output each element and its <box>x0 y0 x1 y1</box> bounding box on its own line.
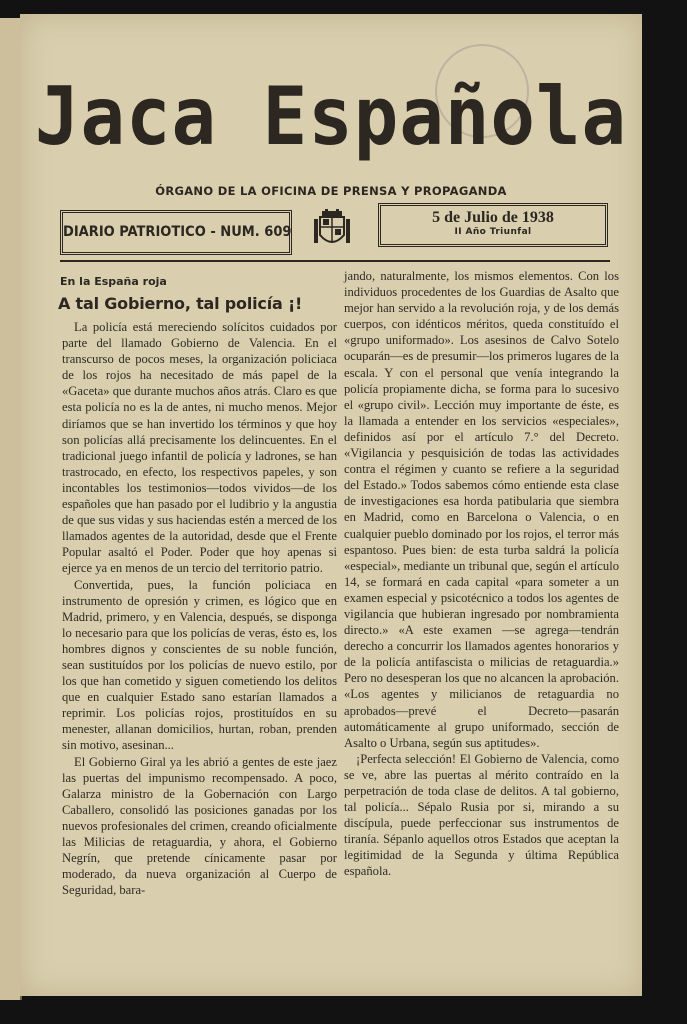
paragraph: jando, naturalmente, los mismos elementos. Con los individuos procedentes de los Guardias de Asalto que mejor han servido a la revolución roja, y de los demás cuerpos, con idénticos méritos, queda constituído el «grupo uniformado». Los asesinos de Calvo Sotelo ocuparán—es de presumir—los primeros lugares de la escala. Y con el personal que venía integrando la policía propiamente dicha, se forma para lo sucesivo el «grupo civil». Lección muy importante de éste, es la llamada a entender en los servicios «especiales», definidos así por el artículo 7.° del Decreto. «Vigilancia y pesquisición de todas las actividades contra el régimen y cuanto se refiere a la seguridad del Estado.» Todos sabemos cómo entiende esta clase de investigaciones esa horda patibularia que siembra en Madrid, como en Barcelona o Valencia, o en cualquier pueblo dominado por los rojos, el terror más espantoso. Pues bien: de esta turba saldrá la policía «especial», mediante un tribunal que, según el artículo 14, se formará en cada capital «para someter a un examen especial y psicotécnico a todos los agentes de vigilancia que hubieran ingresado por nombramienta directo.» «A este examen —se agrega—tendrán derecho a concurrir los llamados agentes honorarios y de la policía antifascista o milicias de retaguardia.» Pero no desesperan los que no alcancen la aprobación. «Los agentes y milicianos de retaguardia no aprobados—prevé el Decreto—pasarán automáticamente al grupo uniformado, sección de Asalto o Urbana, según sus aptitudes». <box>344 269 619 750</box>
article-headline: A tal Gobierno, tal policía ¡! <box>58 294 303 313</box>
facing-page-edge <box>0 18 22 1000</box>
article-column-right <box>344 268 619 880</box>
paragraph: El Gobierno Giral ya les abrió a gentes de este jaez las puertas del impunismo recompensado. A poco, Galarza ministro de la Gobernación con Largo Caballero, consolidó las posiciones ganadas por los nuevos profesionales del crimen, creando oficialmente las Milicias de retaguardia, y ahora, el Gobierno Negrín, que pretende cínicamente pasar por moderado, da nueva organización al Cuerpo de Seguridad, bara- <box>62 754 337 898</box>
masthead-title: Jaca Española <box>34 70 628 164</box>
newspaper-page <box>20 14 642 996</box>
coat-of-arms-icon <box>312 209 352 251</box>
masthead-subtitle: ÓRGANO DE LA OFICINA DE PRENSA Y PROPAGANDA <box>155 184 507 198</box>
date-box <box>378 203 608 247</box>
issue-number: DIARIO PATRIOTICO - NUM. 609 <box>63 224 292 240</box>
paragraph: La policía está mereciendo solícitos cuidados por parte del llamado Gobierno de Valencia. En el transcurso de pocos meses, la organización policiaca de los rojos ha necesitado de más papel de la «Gaceta» que durante muchos años atrás. Claro es que esta policía no es la de antes, ni mucho menos. Mejor diríamos que se han invertido los términos y que hoy son policías allá precisamente los delincuentes. En el tradicional juego infantil de policía y ladrones, se han trastrocado, en efecto, los respectivos papeles, y son incontables los testimonios—todos vividos—de los españoles que han pasado por el ludibrio y la angustia de que sus vidas y sus haciendas estén a merced de los llamados agentes de la autoridad, desde que el Frente Popular asaltó el Poder. Poder que hoy apenas si ejerce ya en menos de un tercio del territorio patrio. <box>62 320 337 576</box>
issue-date: 5 de Julio de 1938 <box>432 209 554 226</box>
article-column-left <box>62 319 337 898</box>
paragraph: Convertida, pues, la función policiaca en instrumento de opresión y crimen, es lógico que en Madrid, primero, y en Valencia, después, se disponga lo necesario para que los policías de veras, ésto es, los hombres dignos y conscientes de su noble función, sean sustituídos por los policías de nuevo estilo, por los que han cometido y siguen cometiendo los delitos que en cualquier Estado sano estarían llamados a reprimir. Los policías rojos, prostituídos en su menester, allanan domicilios, hurtan, roban, prenden sin motivo, asesinan... <box>62 577 337 753</box>
header-rule <box>60 260 610 262</box>
paragraph: ¡Perfecta selección! El Gobierno de Valencia, como se ve, abre las puertas al mérito contraído en la perpetración de toda clase de delitos. A tal gobierno, tal policía... Sépalo Rusia por si, mirando a su discípula, puede perfeccionar sus instrumentos de tiranía. Sépanlo aquellos otros Estados que aceptan la legitimidad de la Segunda y última República española. <box>344 751 619 879</box>
issue-number-box <box>60 210 292 255</box>
section-label: En la España roja <box>60 275 167 288</box>
triumphal-year: II Año Triunfal <box>454 227 532 237</box>
